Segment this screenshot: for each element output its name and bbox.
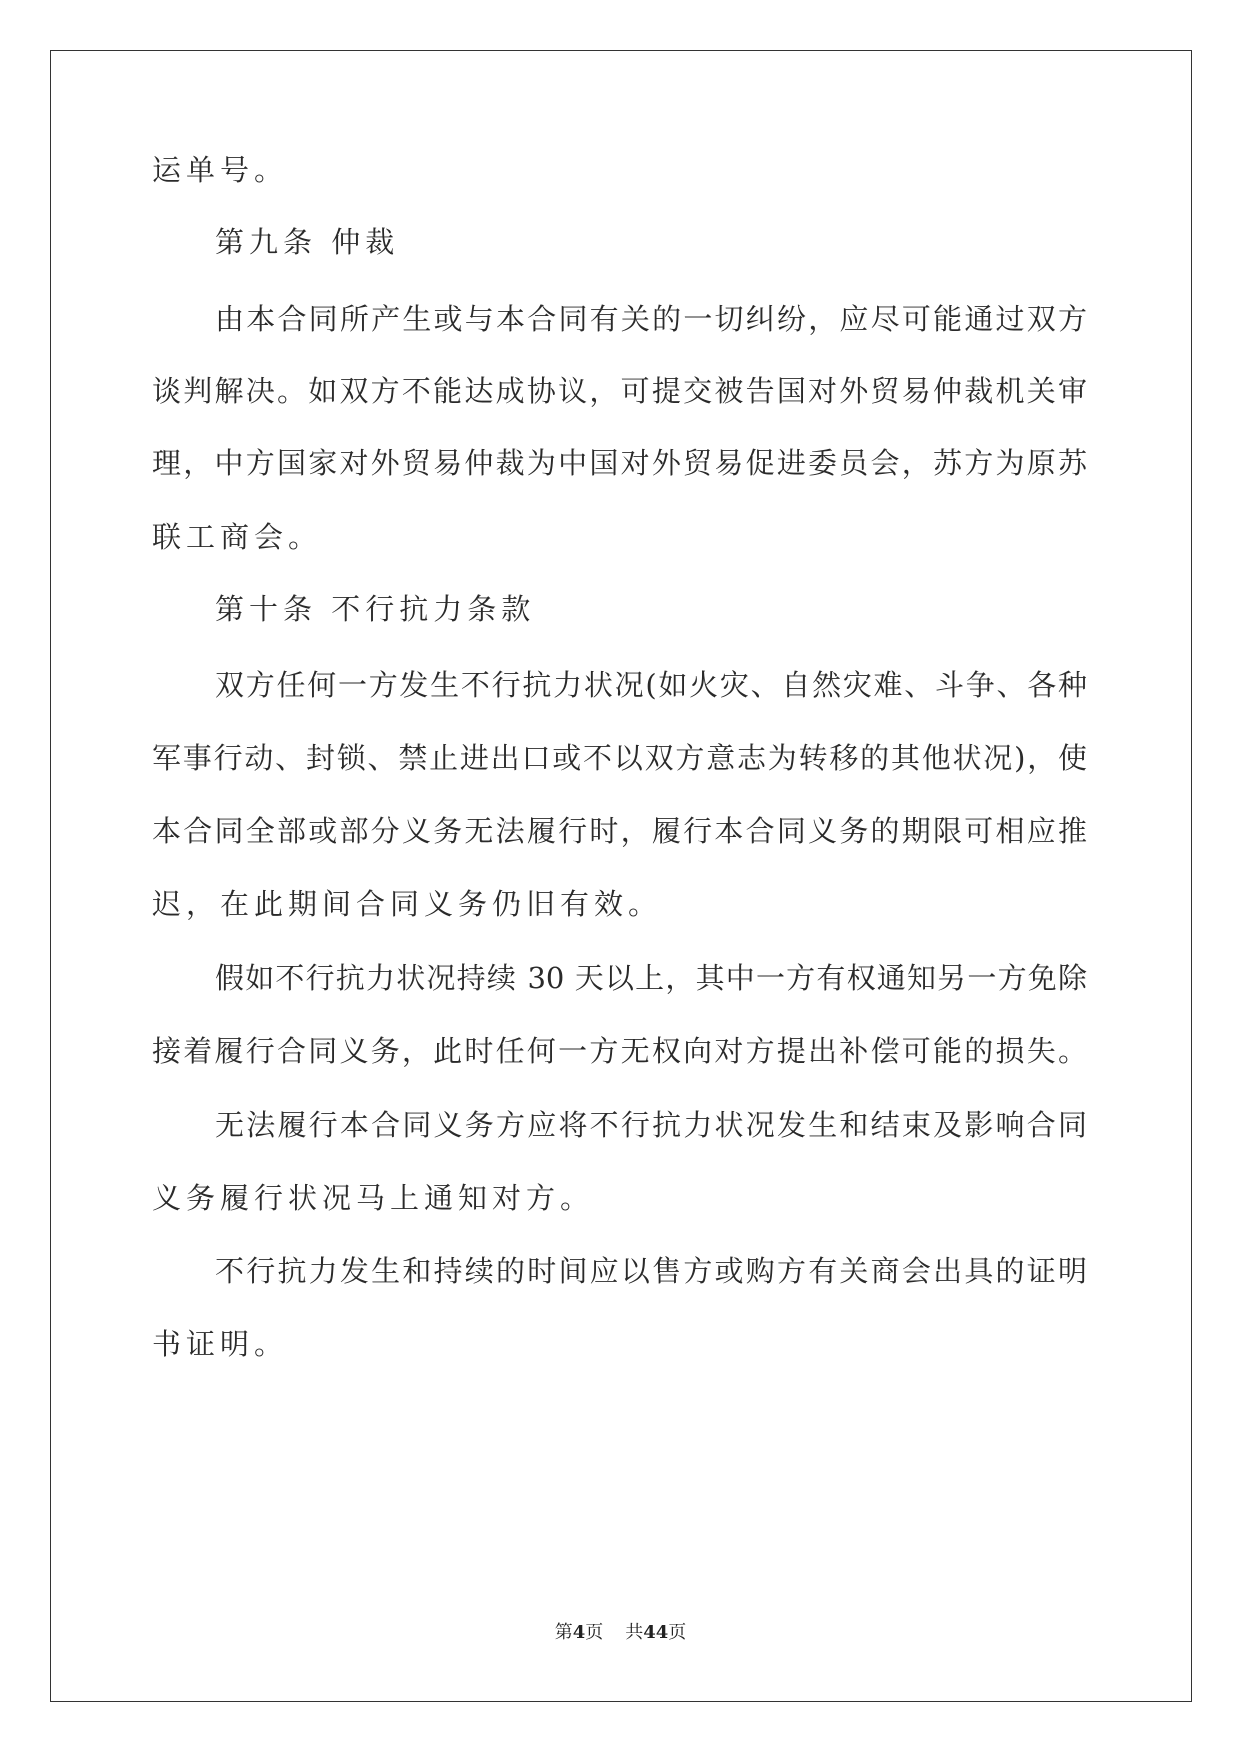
text-line-11: 迟，在此期间合同义务仍旧有效。 (152, 887, 663, 921)
total-suffix: 页 (668, 1622, 687, 1643)
page-border (50, 50, 1192, 1702)
page-suffix: 页 (585, 1622, 604, 1643)
text-line-14: 无法履行本合同义务方应将不行抗力状况发生和结束及影响合同 (215, 1108, 1087, 1142)
text-line-12: 假如不行抗力状况持续 30 天以上，其中一方有权通知另一方免除 (215, 961, 1087, 995)
total-prefix: 共 (625, 1622, 644, 1643)
text-line-17: 书证明。 (152, 1327, 289, 1361)
text-line-9: 军事行动、封锁、禁止进出口或不以双方意志为转移的其他状况)，使 (152, 741, 1087, 775)
total-pages: 44 (643, 1622, 669, 1643)
section-heading-force-majeure: 第十条 不行抗力条款 (215, 592, 536, 626)
text-line-13: 接着履行合同义务，此时任何一方无权向对方提出补偿可能的损失。 (152, 1034, 1087, 1068)
section-heading-arbitration: 第九条 仲裁 (215, 225, 400, 259)
text-line-3: 由本合同所产生或与本合同有关的一切纠纷，应尽可能通过双方 (215, 302, 1087, 336)
text-line-5: 理，中方国家对外贸易仲裁为中国对外贸易促进委员会，苏方为原苏 (152, 446, 1087, 480)
text-line-6: 联工商会。 (152, 520, 323, 554)
text-line-16: 不行抗力发生和持续的时间应以售方或购方有关商会出具的证明 (215, 1254, 1087, 1288)
text-line-4: 谈判解决。如双方不能达成协议，可提交被告国对外贸易仲裁机关审 (152, 374, 1087, 408)
page-number: 4 (572, 1622, 586, 1643)
page-prefix: 第 (554, 1622, 573, 1643)
text-line-1: 运单号。 (152, 153, 289, 187)
text-line-10: 本合同全部或部分义务无法履行时，履行本合同义务的期限可相应推 (152, 814, 1087, 848)
page-footer (0, 1622, 1241, 1644)
text-line-8: 双方任何一方发生不行抗力状况(如火灾、自然灾难、斗争、各种 (215, 668, 1087, 702)
text-line-15: 义务履行状况马上通知对方。 (152, 1181, 595, 1215)
